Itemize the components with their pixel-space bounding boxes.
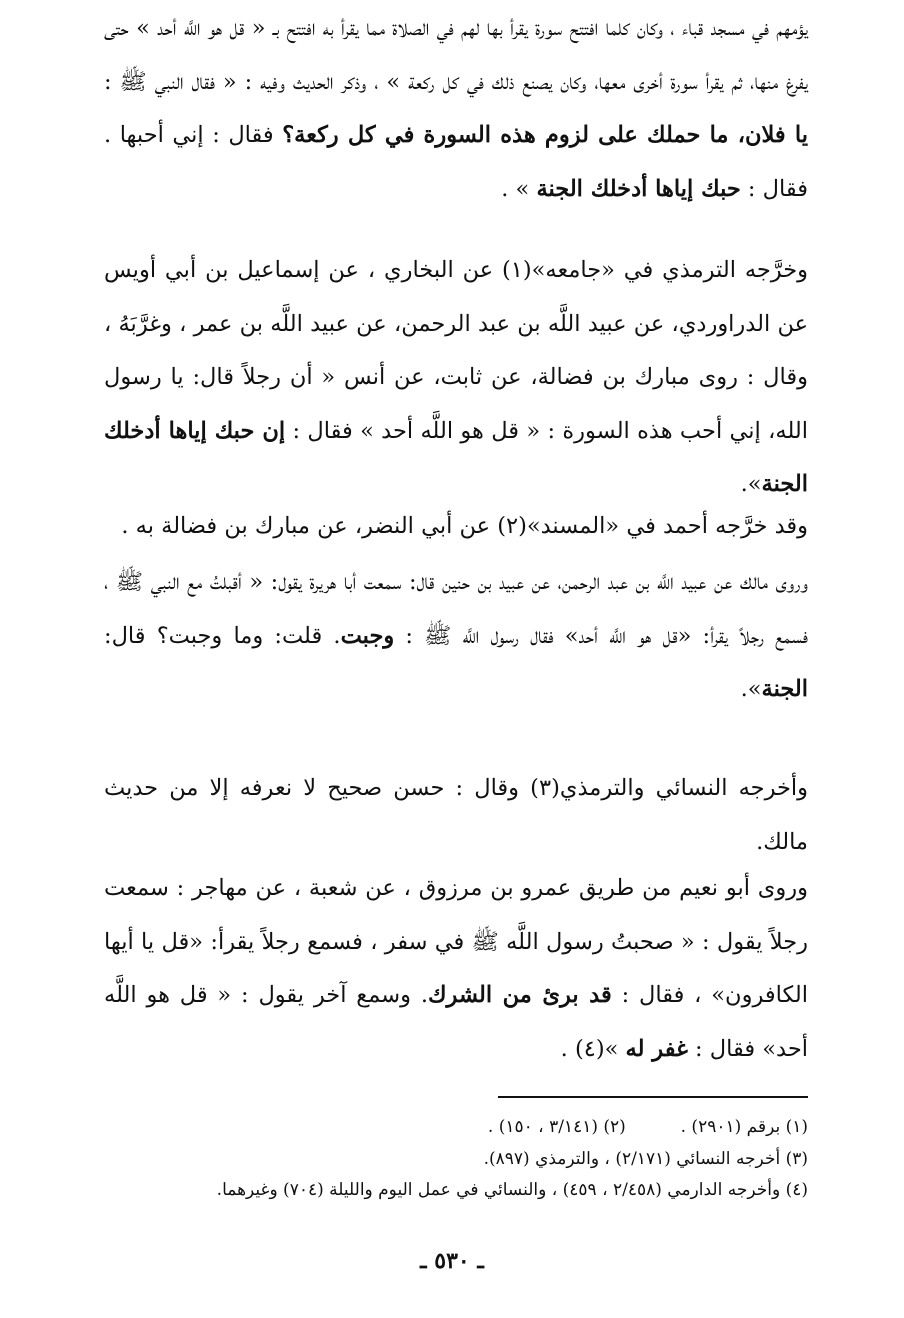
text-run: ». xyxy=(740,471,762,497)
bold-hadith-text: الجنة xyxy=(761,676,808,702)
footnote-1: (١) برقم (٢٩٠١) . xyxy=(680,1117,808,1137)
footnote-2: (٢) (٣/١٤١ ، ١٥٠) . xyxy=(487,1117,626,1137)
footnote-3: (٣) أخرجه النسائي (٢/١٧١) ، والترمذي (٨٩٧). xyxy=(483,1148,808,1169)
text-run: وخرَّجه الترمذي في «جامعه»(١) عن البخاري ، عن إسماعيل بن أبي أويس عن الدراوردي، عن عبيد اللَّه بن عبد الرحمن، عن عبيد اللَّه بن عمر ، وغرَّبَهُ ، وقال : روى مبارك بن فضالة، عن ثابت، عن أنس « أن رجلاً قال: يا رسول الله، إني أحب هذه السورة : « قل هو اللَّه أحد » فقال : xyxy=(104,257,808,444)
bold-hadith-text: وجبت xyxy=(340,622,395,649)
paragraph-6 xyxy=(104,862,808,1076)
paragraph-5 xyxy=(104,762,808,869)
bold-hadith-text: غفر له xyxy=(625,1035,688,1062)
text-run: » . xyxy=(501,175,537,202)
text-run: »(٤) . xyxy=(560,1035,626,1062)
footnotes xyxy=(104,1112,808,1207)
text-run: وروى أبو نعيم من طريق عمرو بن مرزوق ، عن شعبة ، عن مهاجر : سمعت رجلاً يقول : « صحبتُ رسول اللَّه ﷺ في سفر ، فسمع رجلاً يقرأ: «قل يا أيها الكافرون» ، فقال : xyxy=(104,875,808,1008)
text-run: ». xyxy=(740,676,762,702)
text-run: . وسمع آخر يقول : « قل هو اللَّه أحد» فقال : xyxy=(104,982,808,1062)
text-run: وقد خرَّجه أحمد في «المسند»(٢) عن أبي النضر، عن مبارك بن فضالة به . xyxy=(121,513,808,539)
text-run: يؤمهم في مسجد قباء ، وكان كلما افتتح سورة يقرأ بها لهم في الصلاة مما يقرأ به افتتح بـ « قل هو اللَّه أحد » حتى يفرغ منها، ثم يقرأ سورة أخرى معها، وكان يصنع ذلك في كل ركعة » ، وذكر الحديث وفيه : « فقال النبي ﷺ : xyxy=(104,15,808,95)
text-run: فقال : إني أحبها . فقال : xyxy=(104,122,808,202)
page-number: ـ ٥٣٠ ـ xyxy=(420,1248,484,1274)
paragraph-text xyxy=(104,500,808,554)
paragraph-text xyxy=(104,862,808,1076)
paragraph-3 xyxy=(104,500,808,554)
bold-hadith-text: إن حبك إياها أدخلك الجنة xyxy=(104,417,808,497)
paragraph-text xyxy=(104,556,808,717)
text-run: وأخرجه النسائي والترمذي(٣) وقال : حسن صحيح لا نعرفه إلا من حديث مالك. xyxy=(104,775,809,855)
paragraph-2 xyxy=(104,244,808,512)
bold-hadith-text: يا فلان، ما حملك على لزوم هذه السورة في كل ركعة؟ xyxy=(282,122,808,148)
paragraph-1 xyxy=(104,2,808,216)
footnote-row xyxy=(104,1112,808,1144)
text-run: وروى مالك عن عبيد اللَّه بن عبد الرحمن، عن عبيد بن حنين قال: سمعت أبا هريرة يقول: « أقبلتُ مع النبي ﷺ ، فسمع رجلاً يقرأ: «قل هو اللَّه أحد» فقال رسول اللَّه ﷺ : xyxy=(104,569,808,649)
paragraph-text xyxy=(104,762,808,869)
paragraph-text xyxy=(104,244,808,512)
bold-hadith-text: حبك إياها أدخلك الجنة xyxy=(536,175,741,202)
text-run: . قلت: وما وجبت؟ قال: xyxy=(104,622,341,649)
paragraph-text xyxy=(104,2,808,216)
footnote-divider xyxy=(498,1096,808,1098)
bold-hadith-text: قد برئ من الشرك xyxy=(428,982,612,1008)
paragraph-4 xyxy=(104,556,808,717)
footnote-4: (٤) وأخرجه الدارمي (٢/٤٥٨ ، ٤٥٩) ، والنسائي في عمل اليوم والليلة (٧٠٤) وغيرهما. xyxy=(216,1180,808,1200)
